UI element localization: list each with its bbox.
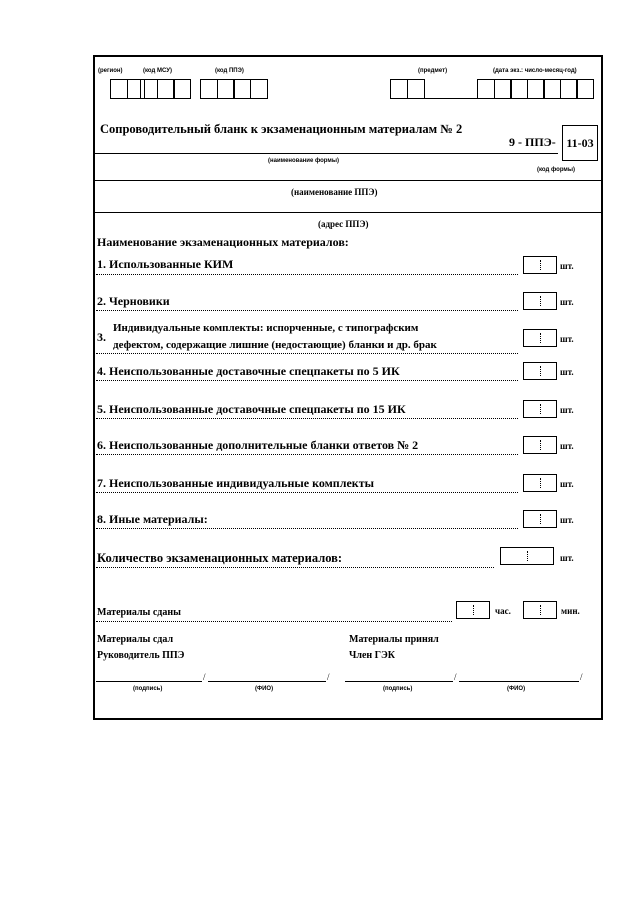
- ppe-code-cells[interactable]: [200, 79, 266, 99]
- item-dotline: [96, 274, 518, 275]
- materials-heading: Наименование экзаменационных материалов:: [97, 235, 349, 249]
- left-name-line[interactable]: [208, 681, 326, 682]
- handover-label: Материалы сданы: [97, 607, 181, 618]
- slash-separator: /: [580, 672, 583, 682]
- date-cell[interactable]: [494, 79, 512, 99]
- handover-dotline: [96, 621, 452, 622]
- handover-minutes[interactable]: [523, 601, 557, 619]
- subject-cells[interactable]: [390, 79, 423, 99]
- total-unit: шт.: [560, 553, 574, 563]
- subject-line: [424, 98, 478, 99]
- region-cells[interactable]: [110, 79, 143, 99]
- item-dotline: [96, 310, 518, 311]
- unit-label: шт.: [560, 515, 574, 525]
- ppe-address-label: (адрес ППЭ): [318, 219, 369, 229]
- form-code-box: 11-03: [562, 125, 598, 161]
- divider-mid: [95, 212, 601, 213]
- mou-cells[interactable]: [140, 79, 190, 99]
- left-signature-line[interactable]: [96, 681, 202, 682]
- slash-separator: /: [454, 672, 457, 682]
- region-label: (регион): [98, 68, 123, 74]
- gek-member-label: Член ГЭК: [349, 650, 396, 661]
- item-unused-5ik-count[interactable]: [523, 362, 557, 380]
- date-cell[interactable]: [527, 79, 545, 99]
- left-name-caption: (ФИО): [255, 686, 274, 692]
- date-cells[interactable]: [477, 79, 593, 99]
- ppe-code-cell[interactable]: [217, 79, 235, 99]
- unit-label: шт.: [560, 297, 574, 307]
- item-unused-answer-sheets-count[interactable]: [523, 436, 557, 454]
- form-code-caption: (код формы): [537, 167, 575, 173]
- item-used-kim-count[interactable]: [523, 256, 557, 274]
- ppe-code-cell[interactable]: [200, 79, 218, 99]
- ppe-code-cell[interactable]: [233, 79, 251, 99]
- mou-cell[interactable]: [173, 79, 191, 99]
- total-label: Количество экзаменационных материалов:: [97, 551, 343, 565]
- slash-separator: /: [327, 672, 330, 682]
- date-cell[interactable]: [543, 79, 561, 99]
- item-dotline: [96, 492, 518, 493]
- mou-cell[interactable]: [157, 79, 175, 99]
- ppe-name-label: (наименование ППЭ): [291, 187, 378, 197]
- item-number: 3.: [97, 330, 106, 344]
- unit-label: шт.: [560, 405, 574, 415]
- divider-top: [95, 180, 601, 181]
- form-title: Сопроводительный бланк к экзаменационным материалам № 2: [100, 122, 463, 136]
- item-used-kim: 1. Использованные КИМ: [97, 257, 234, 271]
- subject-cell[interactable]: [407, 79, 425, 99]
- unit-label: шт.: [560, 334, 574, 344]
- item-drafts: 2. Черновики: [97, 294, 170, 308]
- date-cell[interactable]: [510, 79, 528, 99]
- slash-separator: /: [203, 672, 206, 682]
- item-other: 8. Иные материалы:: [97, 512, 208, 526]
- right-name-line[interactable]: [459, 681, 579, 682]
- left-sign-caption: (подпись): [133, 686, 163, 692]
- item-unused-15ik: 5. Неиспользованные доставочные спецпакеты по 15 ИК: [97, 402, 406, 416]
- item-dotline: [96, 528, 518, 529]
- mou-cell[interactable]: [140, 79, 158, 99]
- item-dotline: [96, 454, 518, 455]
- received-by-label: Материалы принял: [349, 634, 439, 645]
- unit-label: шт.: [560, 441, 574, 451]
- subject-label: (предмет): [418, 68, 448, 74]
- item-defective-line2: дефектом, содержащие лишние (недостающие) бланки и др. брак: [113, 339, 437, 351]
- hours-unit: час.: [495, 606, 511, 616]
- right-name-caption: (ФИО): [507, 686, 526, 692]
- ppe-code-cell[interactable]: [250, 79, 268, 99]
- total-dotline: [96, 567, 494, 568]
- right-signature-line[interactable]: [345, 681, 453, 682]
- item-dotline: [96, 418, 518, 419]
- item-other-count[interactable]: [523, 510, 557, 528]
- total-count[interactable]: [500, 547, 554, 565]
- form-code-prefix: 9 - ППЭ-: [509, 135, 556, 149]
- item-defective-line1: Индивидуальные комплекты: испорченные, с типографским: [113, 322, 419, 334]
- item-dotline: [96, 353, 518, 354]
- ppe-head-label: Руководитель ППЭ: [97, 650, 185, 661]
- minutes-unit: мин.: [561, 606, 580, 616]
- subject-cell[interactable]: [390, 79, 408, 99]
- item-unused-5ik: 4. Неиспользованные доставочные спецпакеты по 5 ИК: [97, 364, 400, 378]
- unit-label: шт.: [560, 479, 574, 489]
- right-sign-caption: (подпись): [383, 686, 413, 692]
- date-cell[interactable]: [576, 79, 594, 99]
- item-dotline: [96, 380, 518, 381]
- mou-label: (код МСУ): [143, 68, 172, 74]
- region-cell[interactable]: [110, 79, 128, 99]
- date-cell[interactable]: [477, 79, 495, 99]
- item-unused-15ik-count[interactable]: [523, 400, 557, 418]
- item-defective-count[interactable]: [523, 329, 557, 347]
- item-unused-kits-count[interactable]: [523, 474, 557, 492]
- form-name-caption: (наименование формы): [268, 158, 339, 164]
- date-cell[interactable]: [560, 79, 578, 99]
- item-unused-kits: 7. Неиспользованные индивидуальные комплекты: [97, 476, 374, 490]
- item-drafts-count[interactable]: [523, 292, 557, 310]
- handover-hours[interactable]: [456, 601, 490, 619]
- handed-by-label: Материалы сдал: [97, 634, 174, 645]
- item-unused-answer-sheets: 6. Неиспользованные дополнительные бланки ответов № 2: [97, 438, 419, 452]
- unit-label: шт.: [560, 261, 574, 271]
- date-label: (дата экз.: число-месяц-год): [493, 68, 577, 74]
- title-underline: [95, 153, 558, 154]
- unit-label: шт.: [560, 367, 574, 377]
- ppe-code-label: (код ППЭ): [215, 68, 244, 74]
